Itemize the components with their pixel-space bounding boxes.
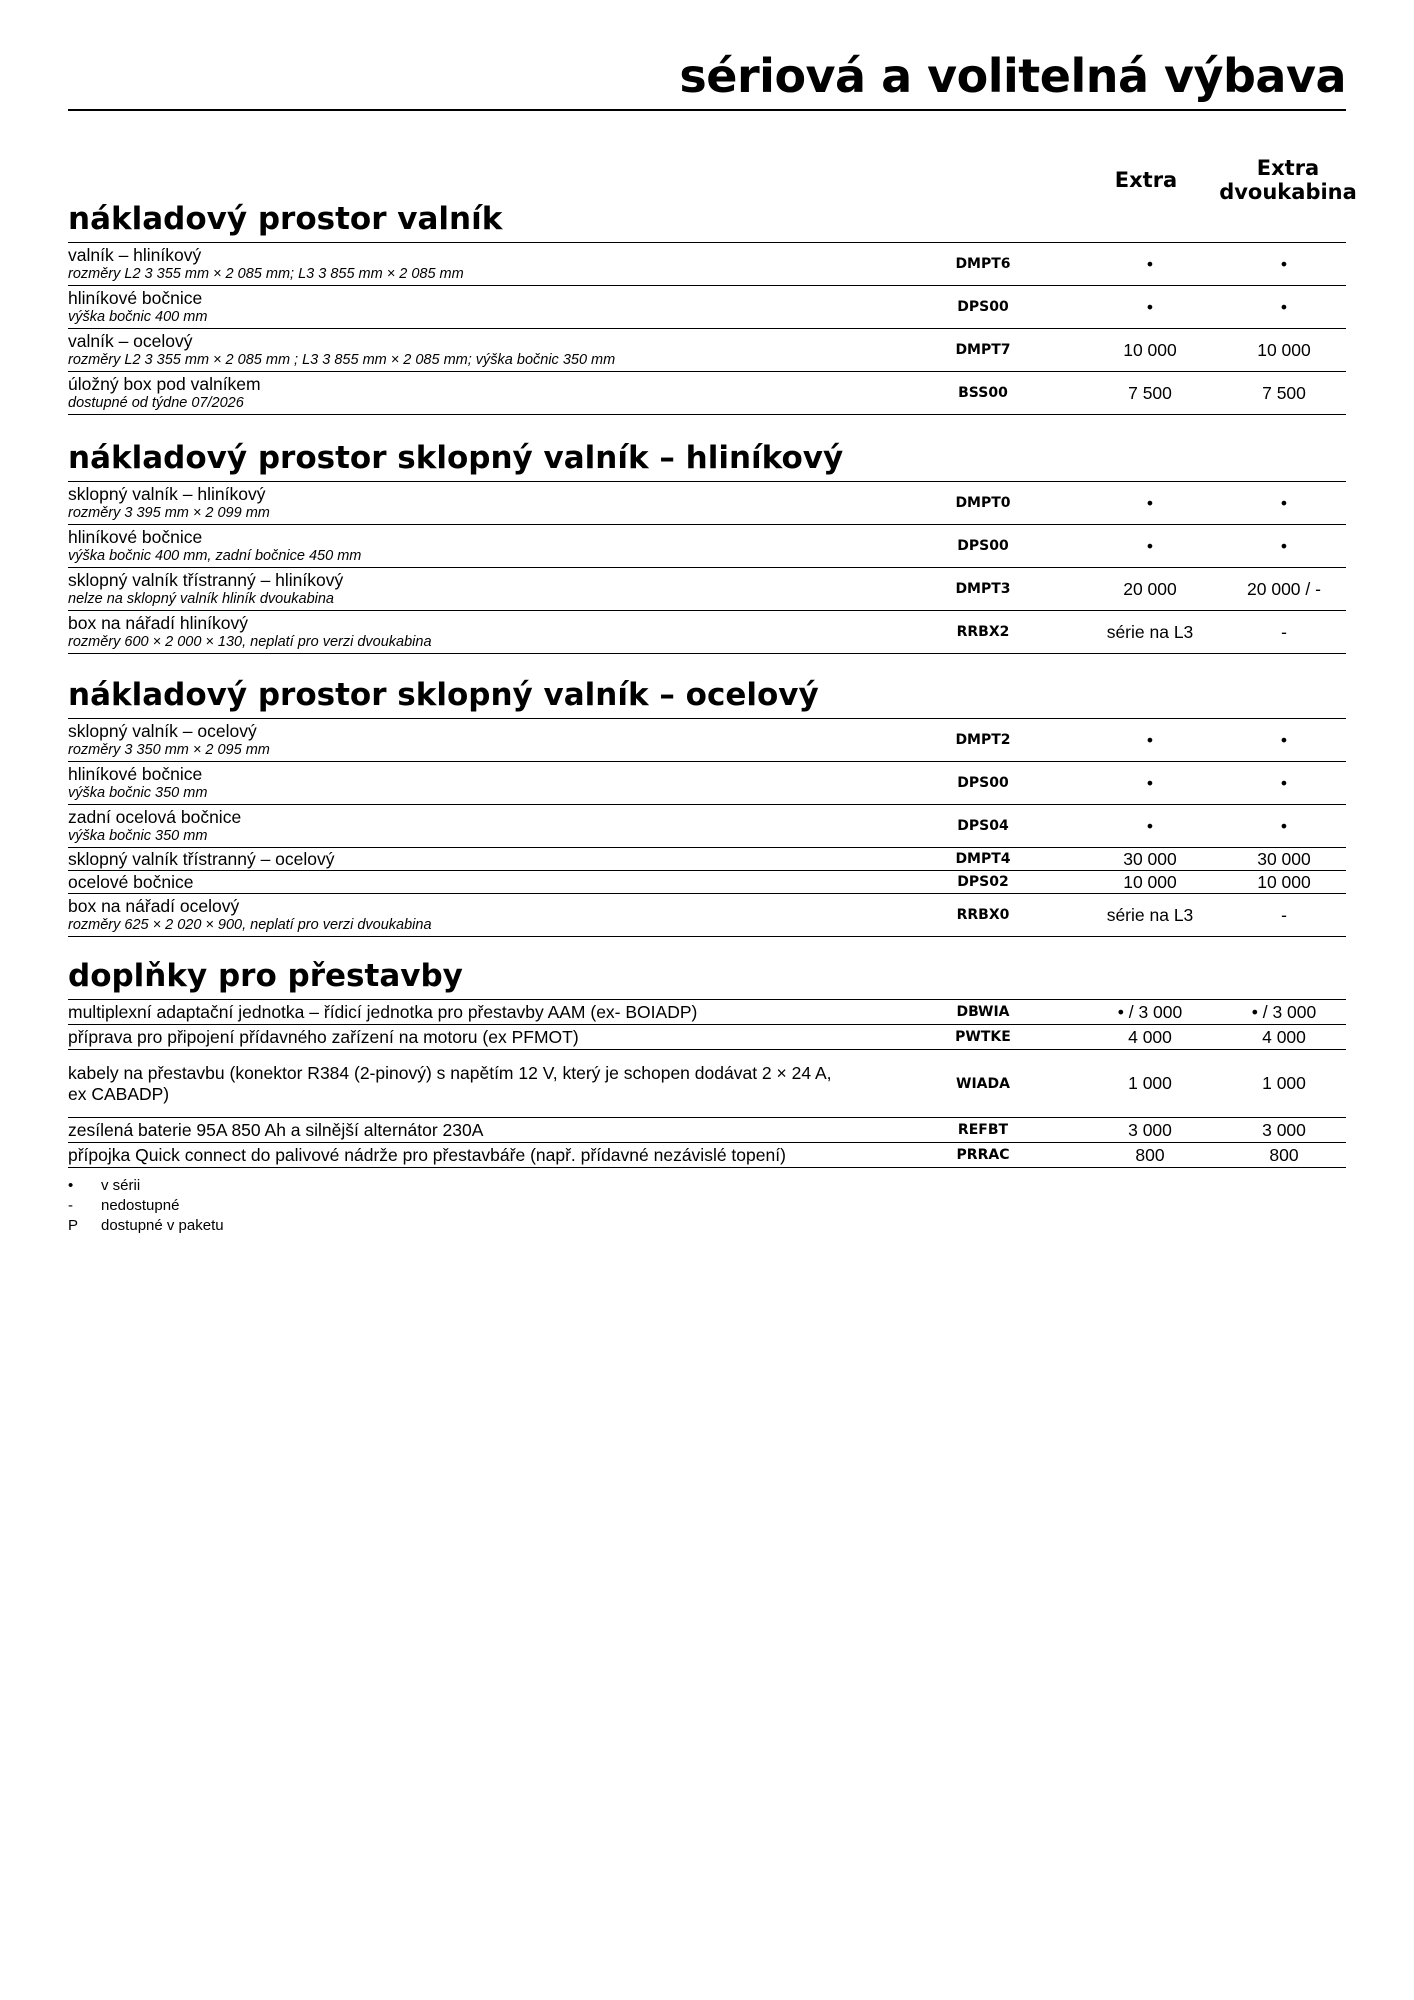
value-dvoukabina: • [1280, 492, 1288, 513]
value-dvoukabina: • [1280, 815, 1288, 836]
option-name: sklopný valník třístranný – ocelový [68, 848, 335, 869]
option-name: box na nářadí ocelový [68, 896, 240, 916]
title-divider [68, 109, 1346, 111]
value-extra: 30 000 [1123, 848, 1177, 869]
value-extra: 4 000 [1128, 1026, 1172, 1047]
value-dvoukabina: • / 3 000 [1251, 1001, 1317, 1022]
value-extra: • [1146, 772, 1154, 793]
table-row [68, 611, 1346, 654]
table-row [68, 805, 1346, 848]
section-title: doplňky pro přestavby [68, 958, 463, 994]
table-row [68, 329, 1346, 372]
value-dvoukabina: - [1281, 904, 1287, 925]
table-row [68, 568, 1346, 611]
section-title: nákladový prostor sklopný valník – hliníkový [68, 440, 844, 476]
value-extra: 3 000 [1128, 1119, 1172, 1140]
value-extra: 10 000 [1123, 339, 1177, 360]
legend [68, 1176, 224, 1236]
value-dvoukabina: - [1281, 621, 1287, 642]
value-dvoukabina: • [1280, 772, 1288, 793]
option-name: sklopný valník třístranný – hliníkový [68, 570, 344, 590]
option-code: DMPT6 [955, 256, 1011, 272]
option-name: hliníkové bočnice [68, 764, 203, 784]
section-valnik [68, 198, 1346, 415]
legend-text: nedostupné [101, 1197, 180, 1214]
table-row [68, 871, 1346, 894]
option-note: rozměry L2 3 355 mm × 2 085 mm ; L3 3 855 mm × 2 085 mm; výška bočnic 350 mm [68, 352, 616, 368]
option-code: DBWIA [956, 1004, 1010, 1020]
value-dvoukabina: 1 000 [1262, 1073, 1306, 1093]
legend-text: v sérii [101, 1177, 141, 1194]
value-extra: • / 3 000 [1117, 1001, 1183, 1022]
option-name: úložný box pod valníkem [68, 374, 261, 394]
value-dvoukabina: • [1280, 535, 1288, 556]
table-row [68, 1000, 1346, 1025]
option-name: valník – ocelový [68, 331, 193, 351]
option-note: výška bočnic 350 mm [68, 785, 208, 801]
options-table [68, 999, 1346, 1168]
option-name: hliníkové bočnice [68, 527, 203, 547]
option-note: rozměry L2 3 355 mm × 2 085 mm; L3 3 855 mm × 2 085 mm [68, 266, 464, 282]
table-row [68, 525, 1346, 568]
value-extra: • [1146, 492, 1154, 513]
value-extra: 1 000 [1128, 1073, 1172, 1093]
option-name: box na nářadí hliníkový [68, 613, 248, 633]
option-name: zadní ocelová bočnice [68, 807, 242, 827]
option-name: hliníkové bočnice [68, 288, 203, 308]
option-code: REFBT [957, 1122, 1009, 1138]
option-name: ocelové bočnice [68, 871, 194, 892]
option-name: valník – hliníkový [68, 245, 202, 265]
option-note: rozměry 3 395 mm × 2 099 mm [68, 505, 270, 521]
value-dvoukabina: • [1280, 253, 1288, 274]
option-name: kabely na přestavbu (konektor R384 (2-pinový) s napětím 12 V, který je schopen dodávat 2 × 24 A, [68, 1062, 832, 1083]
option-code: PRRAC [956, 1147, 1010, 1163]
value-extra: 800 [1135, 1144, 1165, 1165]
value-dvoukabina: 3 000 [1262, 1119, 1306, 1140]
option-code: DMPT0 [955, 495, 1011, 511]
value-dvoukabina: 20 000 / - [1247, 578, 1321, 599]
table-row [68, 482, 1346, 525]
option-code: PWTKE [955, 1029, 1011, 1045]
option-name: sklopný valník – hliníkový [68, 484, 266, 504]
value-extra: 7 500 [1128, 382, 1172, 403]
table-row [68, 243, 1346, 286]
option-name: přípojka Quick connect do palivové nádrže pro přestavbáře (např. přídavné nezávislé topení) [68, 1144, 786, 1165]
legend-symbol: • [68, 1177, 74, 1194]
section-sklopny-hlinikovy [68, 437, 1346, 654]
value-dvoukabina: 10 000 [1257, 871, 1311, 892]
value-extra: • [1146, 729, 1154, 750]
section-doplnky [68, 955, 1346, 1168]
table-row [68, 762, 1346, 805]
option-code: DMPT4 [955, 851, 1011, 867]
value-extra: • [1146, 535, 1154, 556]
option-note: výška bočnic 400 mm [68, 309, 208, 325]
table-row [68, 894, 1346, 937]
option-code: RRBX0 [956, 907, 1010, 923]
option-note: nelze na sklopný valník hliník dvoukabina [68, 591, 334, 607]
option-note: rozměry 3 350 mm × 2 095 mm [68, 742, 270, 758]
value-extra: série na L3 [1106, 621, 1194, 642]
value-extra: 20 000 [1123, 578, 1177, 599]
option-name: příprava pro připojení přídavného zařízení na motoru (ex PFMOT) [68, 1026, 579, 1047]
legend-symbol: P [68, 1217, 79, 1234]
value-extra: série na L3 [1106, 904, 1194, 925]
section-sklopny-ocelovy [68, 674, 1346, 937]
value-dvoukabina: 800 [1269, 1144, 1299, 1165]
table-row [68, 1118, 1346, 1143]
legend-text: dostupné v paketu [101, 1217, 224, 1234]
options-table [68, 718, 1346, 937]
value-extra: • [1146, 296, 1154, 317]
value-dvoukabina: • [1280, 729, 1288, 750]
value-dvoukabina: 30 000 [1257, 848, 1311, 869]
option-code: DPS00 [957, 538, 1009, 554]
option-note: rozměry 625 × 2 020 × 900, neplatí pro verzi dvoukabina [68, 917, 432, 933]
legend-item [68, 1196, 224, 1216]
option-name-continued: ex CABADP) [68, 1083, 170, 1104]
option-code: BSS00 [958, 385, 1008, 401]
value-dvoukabina: 7 500 [1262, 382, 1306, 403]
value-dvoukabina: 10 000 [1257, 339, 1311, 360]
option-code: DPS00 [957, 775, 1009, 791]
legend-item [68, 1216, 224, 1236]
options-table [68, 242, 1346, 415]
value-extra: • [1146, 815, 1154, 836]
column-header-extra-dvoukabina: Extra dvoukabina [1219, 156, 1357, 204]
table-row [68, 1025, 1346, 1050]
option-code: DPS00 [957, 299, 1009, 315]
option-code: DPS02 [957, 874, 1009, 890]
legend-symbol: - [68, 1197, 73, 1214]
table-row [68, 1143, 1346, 1168]
table-row [68, 719, 1346, 762]
option-note: výška bočnic 400 mm, zadní bočnice 450 mm [68, 548, 362, 564]
option-code: DMPT2 [955, 732, 1011, 748]
table-row [68, 848, 1346, 871]
option-code: DMPT7 [955, 342, 1011, 358]
section-title: nákladový prostor valník [68, 201, 503, 237]
value-extra: • [1146, 253, 1154, 274]
option-note: rozměry 600 × 2 000 × 130, neplatí pro verzi dvoukabina [68, 634, 432, 650]
table-row [68, 286, 1346, 329]
option-name: sklopný valník – ocelový [68, 721, 257, 741]
option-code: WIADA [956, 1075, 1010, 1092]
option-code: RRBX2 [956, 624, 1010, 640]
page-title: sériová a volitelná výbava [679, 49, 1346, 103]
table-row [68, 372, 1346, 415]
option-code: DPS04 [957, 818, 1009, 834]
value-dvoukabina: 4 000 [1262, 1026, 1306, 1047]
option-note: dostupné od týdne 07/2026 [68, 395, 244, 411]
option-name: multiplexní adaptační jednotka – řídicí jednotka pro přestavby AAM (ex- BOIADP) [68, 1001, 698, 1022]
value-dvoukabina: • [1280, 296, 1288, 317]
section-title: nákladový prostor sklopný valník – ocelový [68, 677, 819, 713]
option-code: DMPT3 [955, 581, 1011, 597]
table-row [68, 1050, 1346, 1118]
option-name: zesílená baterie 95A 850 Ah a silnější alternátor 230A [68, 1119, 484, 1140]
column-header-extra: Extra [1114, 168, 1178, 192]
options-table [68, 481, 1346, 654]
value-extra: 10 000 [1123, 871, 1177, 892]
option-note: výška bočnic 350 mm [68, 828, 208, 844]
legend-item [68, 1176, 224, 1196]
